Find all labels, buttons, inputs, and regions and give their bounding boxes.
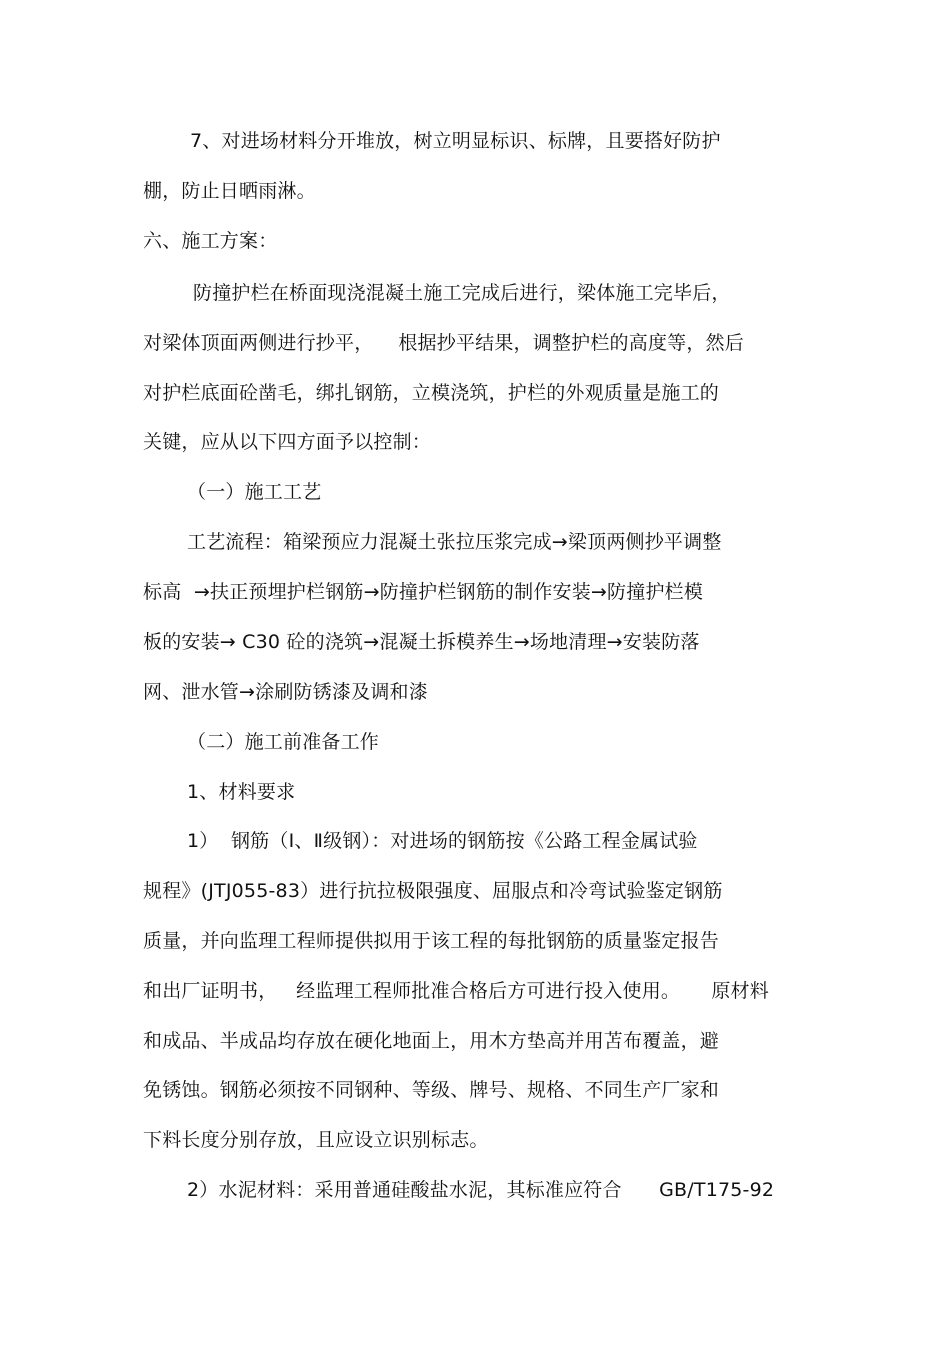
section-heading: 六、施工方案： xyxy=(143,230,278,252)
paragraph-line: 规程》(JTJ055-83）进行抗拉极限强度、屈服点和冷弯试验鉴定钢筋 xyxy=(143,880,723,902)
paragraph-line: 质量，并向监理工程师提供拟用于该工程的每批钢筋的质量鉴定报告 xyxy=(143,930,720,952)
paragraph-line: 板的安装→ C30 砼的浇筑→混凝土拆模养生→场地清理→安装防落 xyxy=(143,631,700,653)
paragraph-line: 防撞护栏在桥面现浇混凝土施工完成后进行，梁体施工完毕后， xyxy=(193,282,731,304)
paragraph-line: 1） 钢筋（Ⅰ、Ⅱ级钢）：对进场的钢筋按《公路工程金属试验 xyxy=(187,830,698,852)
subsection-heading: （二）施工前准备工作 xyxy=(187,731,380,753)
paragraph-line: 关键，应从以下四方面予以控制： xyxy=(143,431,432,453)
paragraph-line: 免锈蚀。钢筋必须按不同钢种、等级、牌号、规格、不同生产厂家和 xyxy=(143,1079,720,1101)
paragraph-line: 和出厂证明书， 经监理工程师批准合格后方可进行投入使用。 原材料 xyxy=(143,980,769,1002)
paragraph-line: 网、泄水管→涂刷防锈漆及调和漆 xyxy=(143,681,428,703)
list-heading: 1、材料要求 xyxy=(187,781,296,803)
subsection-heading: （一）施工工艺 xyxy=(187,481,322,503)
paragraph-line: 棚，防止日晒雨淋。 xyxy=(143,180,316,202)
paragraph-line: 标高 →扶正预埋护栏钢筋→防撞护栏钢筋的制作安装→防撞护栏模 xyxy=(143,581,704,603)
paragraph-line: 对梁体顶面两侧进行抄平， 根据抄平结果，调整护栏的高度等，然后 xyxy=(143,332,744,354)
paragraph-line: 下料长度分别存放，且应设立识别标志。 xyxy=(143,1129,489,1151)
paragraph-line: 2）水泥材料：采用普通硅酸盐水泥，其标准应符合 GB/T175-92 xyxy=(187,1179,775,1201)
paragraph-line: 对护栏底面砼凿毛，绑扎钢筋，立模浇筑，护栏的外观质量是施工的 xyxy=(143,382,720,404)
paragraph-line: 7、对进场材料分开堆放，树立明显标识、标牌，且要搭好防护 xyxy=(190,130,721,152)
paragraph-line: 工艺流程：箱梁预应力混凝土张拉压浆完成→梁顶两侧抄平调整 xyxy=(187,531,722,553)
paragraph-line: 和成品、半成品均存放在硬化地面上，用木方垫高并用苫布覆盖，避 xyxy=(143,1030,720,1052)
